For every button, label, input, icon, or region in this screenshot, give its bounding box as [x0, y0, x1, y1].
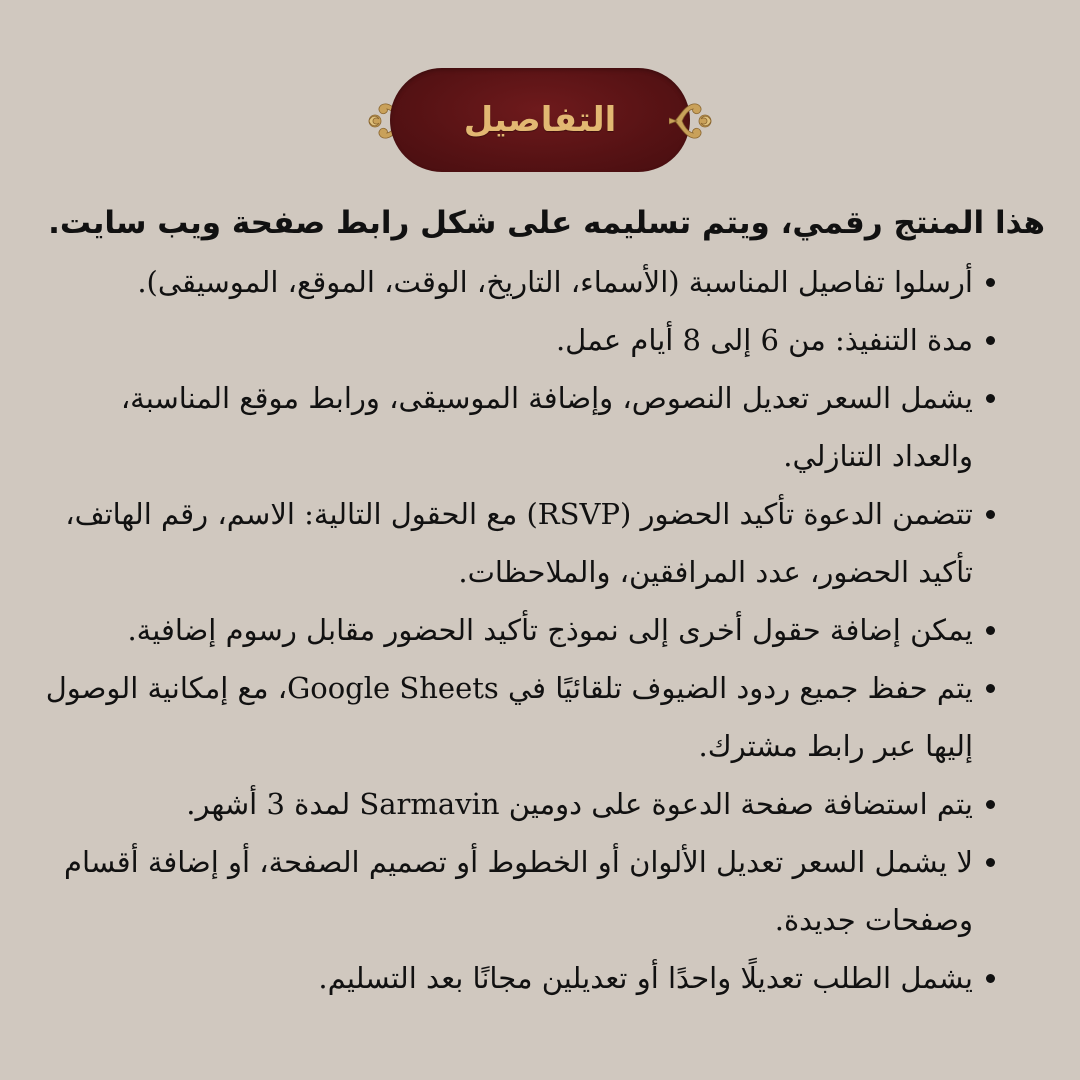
list-item: مدة التنفيذ: من 6 إلى 8 أيام عمل.	[45, 311, 1045, 369]
details-list	[45, 253, 1045, 1007]
list-item: يمكن إضافة حقول أخرى إلى نموذج تأكيد الحضور مقابل رسوم إضافية.	[45, 601, 1045, 659]
gold-flourish-ornament-icon	[669, 96, 715, 146]
lead-statement: هذا المنتج رقمي، ويتم تسليمه على شكل رابط صفحة ويب سايت.	[48, 205, 1045, 241]
list-item: يتم حفظ جميع ردود الضيوف تلقائيًا في Google Sheets، مع إمكانية الوصول إليها عبر رابط مشترك.	[45, 659, 1045, 775]
page-title: التفاصيل	[463, 100, 617, 140]
section-header	[365, 68, 715, 172]
list-item: تتضمن الدعوة تأكيد الحضور (RSVP) مع الحقول التالية: الاسم، رقم الهاتف، تأكيد الحضور، عدد المرافقين، والملاحظات.	[45, 485, 1045, 601]
list-item: يشمل الطلب تعديلًا واحدًا أو تعديلين مجانًا بعد التسليم.	[45, 949, 1045, 1007]
list-item: لا يشمل السعر تعديل الألوان أو الخطوط أو تصميم الصفحة، أو إضافة أقسام وصفحات جديدة.	[45, 833, 1045, 949]
list-item: يتم استضافة صفحة الدعوة على دومين Sarmavin لمدة 3 أشهر.	[45, 775, 1045, 833]
details-content	[45, 195, 1045, 1007]
title-pill	[390, 68, 690, 172]
list-item: أرسلوا تفاصيل المناسبة (الأسماء، التاريخ، الوقت، الموقع، الموسيقى).	[45, 253, 1045, 311]
list-item: يشمل السعر تعديل النصوص، وإضافة الموسيقى، ورابط موقع المناسبة، والعداد التنازلي.	[45, 369, 1045, 485]
